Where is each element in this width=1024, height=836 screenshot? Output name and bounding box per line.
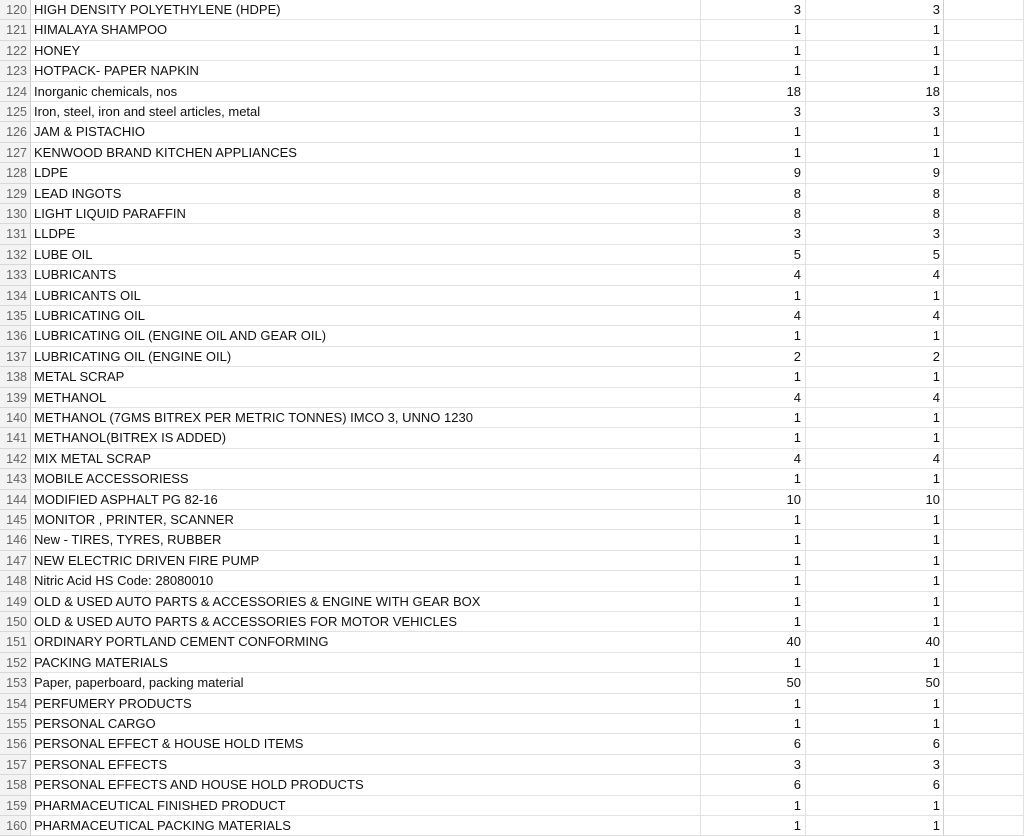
cell-description[interactable]: MODIFIED ASPHALT PG 82-16 xyxy=(31,490,701,510)
table-row xyxy=(0,673,1024,693)
cell-total[interactable]: 1 xyxy=(806,592,944,612)
table-row xyxy=(0,326,1024,346)
row-header[interactable]: 125 xyxy=(0,102,31,122)
row-header[interactable]: 122 xyxy=(0,41,31,61)
cell-total[interactable]: 9 xyxy=(806,163,944,183)
row-header[interactable]: 127 xyxy=(0,143,31,163)
cell-description[interactable]: Nitric Acid HS Code: 28080010 xyxy=(31,571,701,591)
cell-description[interactable]: PERFUMERY PRODUCTS xyxy=(31,694,701,714)
table-row xyxy=(0,265,1024,285)
table-row xyxy=(0,490,1024,510)
cell-count[interactable]: 4 xyxy=(701,265,806,285)
table-row xyxy=(0,347,1024,367)
cell-description[interactable]: METHANOL (7GMS BITREX PER METRIC TONNES) IMCO 3, UNNO 1230 xyxy=(31,408,701,428)
row-header[interactable]: 137 xyxy=(0,347,31,367)
cell-empty[interactable] xyxy=(944,551,1024,571)
row-header[interactable]: 136 xyxy=(0,326,31,346)
cell-count[interactable]: 9 xyxy=(701,163,806,183)
cell-total[interactable]: 50 xyxy=(806,673,944,693)
cell-empty[interactable] xyxy=(944,102,1024,122)
table-row xyxy=(0,530,1024,550)
cell-empty[interactable] xyxy=(944,245,1024,265)
cell-description[interactable]: LLDPE xyxy=(31,224,701,244)
cell-total[interactable]: 6 xyxy=(806,734,944,754)
cell-count[interactable]: 1 xyxy=(701,653,806,673)
cell-description[interactable]: LEAD INGOTS xyxy=(31,184,701,204)
cell-empty[interactable] xyxy=(944,428,1024,448)
row-header[interactable]: 121 xyxy=(0,20,31,40)
table-row xyxy=(0,204,1024,224)
cell-empty[interactable] xyxy=(944,673,1024,693)
table-row xyxy=(0,41,1024,61)
cell-total[interactable]: 1 xyxy=(806,286,944,306)
cell-count[interactable]: 8 xyxy=(701,204,806,224)
cell-empty[interactable] xyxy=(944,490,1024,510)
cell-count[interactable]: 1 xyxy=(701,61,806,81)
table-row xyxy=(0,20,1024,40)
cell-count[interactable]: 1 xyxy=(701,571,806,591)
cell-description[interactable]: METHANOL xyxy=(31,388,701,408)
cell-count[interactable]: 1 xyxy=(701,530,806,550)
cell-empty[interactable] xyxy=(944,163,1024,183)
cell-description[interactable]: Paper, paperboard, packing material xyxy=(31,673,701,693)
cell-description[interactable]: METAL SCRAP xyxy=(31,367,701,387)
cell-count[interactable]: 1 xyxy=(701,367,806,387)
cell-empty[interactable] xyxy=(944,204,1024,224)
table-row xyxy=(0,224,1024,244)
cell-total[interactable]: 2 xyxy=(806,347,944,367)
cell-count[interactable]: 4 xyxy=(701,306,806,326)
cell-count[interactable]: 18 xyxy=(701,82,806,102)
cell-total[interactable]: 1 xyxy=(806,510,944,530)
row-header[interactable]: 124 xyxy=(0,82,31,102)
cell-description[interactable]: LUBRICANTS OIL xyxy=(31,286,701,306)
table-row xyxy=(0,449,1024,469)
row-header[interactable]: 145 xyxy=(0,510,31,530)
table-row xyxy=(0,510,1024,530)
cell-empty[interactable] xyxy=(944,612,1024,632)
table-row xyxy=(0,367,1024,387)
cell-count[interactable]: 1 xyxy=(701,469,806,489)
cell-total[interactable]: 1 xyxy=(806,122,944,142)
cell-empty[interactable] xyxy=(944,286,1024,306)
cell-count[interactable]: 1 xyxy=(701,143,806,163)
cell-count[interactable]: 1 xyxy=(701,326,806,346)
cell-total[interactable]: 3 xyxy=(806,0,944,20)
row-header[interactable]: 160 xyxy=(0,816,31,836)
cell-description[interactable]: HIMALAYA SHAMPOO xyxy=(31,20,701,40)
cell-total[interactable]: 1 xyxy=(806,61,944,81)
row-header[interactable]: 126 xyxy=(0,122,31,142)
cell-count[interactable]: 3 xyxy=(701,102,806,122)
cell-empty[interactable] xyxy=(944,224,1024,244)
row-header[interactable]: 153 xyxy=(0,673,31,693)
row-header[interactable]: 130 xyxy=(0,204,31,224)
table-row xyxy=(0,163,1024,183)
row-header[interactable]: 151 xyxy=(0,632,31,652)
cell-empty[interactable] xyxy=(944,734,1024,754)
row-header[interactable]: 148 xyxy=(0,571,31,591)
table-row xyxy=(0,428,1024,448)
cell-empty[interactable] xyxy=(944,82,1024,102)
table-row xyxy=(0,61,1024,81)
cell-description[interactable]: JAM & PISTACHIO xyxy=(31,122,701,142)
row-header[interactable]: 140 xyxy=(0,408,31,428)
cell-total[interactable]: 1 xyxy=(806,551,944,571)
cell-count[interactable]: 1 xyxy=(701,286,806,306)
table-row xyxy=(0,612,1024,632)
cell-empty[interactable] xyxy=(944,184,1024,204)
cell-total[interactable]: 4 xyxy=(806,449,944,469)
cell-empty[interactable] xyxy=(944,122,1024,142)
table-row xyxy=(0,551,1024,571)
table-row xyxy=(0,571,1024,591)
cell-total[interactable]: 1 xyxy=(806,428,944,448)
cell-empty[interactable] xyxy=(944,653,1024,673)
cell-count[interactable]: 6 xyxy=(701,734,806,754)
row-header[interactable]: 158 xyxy=(0,775,31,795)
cell-description[interactable]: KENWOOD BRAND KITCHEN APPLIANCES xyxy=(31,143,701,163)
cell-count[interactable]: 1 xyxy=(701,122,806,142)
cell-count[interactable]: 4 xyxy=(701,449,806,469)
cell-description[interactable]: Inorganic chemicals, nos xyxy=(31,82,701,102)
cell-empty[interactable] xyxy=(944,265,1024,285)
cell-count[interactable]: 1 xyxy=(701,551,806,571)
cell-description[interactable]: PHARMACEUTICAL FINISHED PRODUCT xyxy=(31,796,701,816)
row-header[interactable]: 128 xyxy=(0,163,31,183)
cell-total[interactable]: 8 xyxy=(806,204,944,224)
cell-description[interactable]: PERSONAL CARGO xyxy=(31,714,701,734)
cell-description[interactable]: HONEY xyxy=(31,41,701,61)
cell-description[interactable]: ORDINARY PORTLAND CEMENT CONFORMING xyxy=(31,632,701,652)
cell-total[interactable]: 1 xyxy=(806,367,944,387)
row-header[interactable]: 132 xyxy=(0,245,31,265)
cell-description[interactable]: OLD & USED AUTO PARTS & ACCESSORIES FOR MOTOR VEHICLES xyxy=(31,612,701,632)
cell-total[interactable]: 4 xyxy=(806,265,944,285)
cell-description[interactable]: HIGH DENSITY POLYETHYLENE (HDPE) xyxy=(31,0,701,20)
cell-description[interactable]: OLD & USED AUTO PARTS & ACCESSORIES & ENGINE WITH GEAR BOX xyxy=(31,592,701,612)
cell-empty[interactable] xyxy=(944,143,1024,163)
row-header[interactable]: 131 xyxy=(0,224,31,244)
cell-total[interactable]: 1 xyxy=(806,408,944,428)
table-row xyxy=(0,775,1024,795)
row-header[interactable]: 156 xyxy=(0,734,31,754)
cell-total[interactable]: 1 xyxy=(806,612,944,632)
cell-empty[interactable] xyxy=(944,449,1024,469)
table-row xyxy=(0,245,1024,265)
table-row xyxy=(0,0,1024,20)
cell-description[interactable]: LUBRICANTS xyxy=(31,265,701,285)
row-header[interactable]: 144 xyxy=(0,490,31,510)
cell-description[interactable]: PHARMACEUTICAL PACKING MATERIALS xyxy=(31,816,701,836)
cell-total[interactable]: 3 xyxy=(806,224,944,244)
row-header[interactable]: 154 xyxy=(0,694,31,714)
cell-total[interactable]: 1 xyxy=(806,530,944,550)
cell-empty[interactable] xyxy=(944,816,1024,836)
row-header[interactable]: 155 xyxy=(0,714,31,734)
cell-count[interactable]: 5 xyxy=(701,245,806,265)
cell-description[interactable]: MIX METAL SCRAP xyxy=(31,449,701,469)
cell-count[interactable]: 1 xyxy=(701,694,806,714)
row-header[interactable]: 147 xyxy=(0,551,31,571)
table-row xyxy=(0,755,1024,775)
row-header[interactable]: 138 xyxy=(0,367,31,387)
cell-count[interactable]: 1 xyxy=(701,714,806,734)
cell-empty[interactable] xyxy=(944,714,1024,734)
table-row xyxy=(0,286,1024,306)
cell-total[interactable]: 10 xyxy=(806,490,944,510)
cell-total[interactable]: 1 xyxy=(806,796,944,816)
table-row xyxy=(0,184,1024,204)
table-row xyxy=(0,796,1024,816)
cell-total[interactable]: 3 xyxy=(806,755,944,775)
cell-description[interactable]: NEW ELECTRIC DRIVEN FIRE PUMP xyxy=(31,551,701,571)
row-header[interactable]: 135 xyxy=(0,306,31,326)
cell-empty[interactable] xyxy=(944,571,1024,591)
cell-description[interactable]: LIGHT LIQUID PARAFFIN xyxy=(31,204,701,224)
cell-description[interactable]: MONITOR , PRINTER, SCANNER xyxy=(31,510,701,530)
table-row xyxy=(0,734,1024,754)
cell-empty[interactable] xyxy=(944,20,1024,40)
cell-count[interactable]: 1 xyxy=(701,510,806,530)
row-header[interactable]: 120 xyxy=(0,0,31,20)
cell-count[interactable]: 3 xyxy=(701,224,806,244)
cell-total[interactable]: 1 xyxy=(806,143,944,163)
table-row xyxy=(0,122,1024,142)
row-header[interactable]: 159 xyxy=(0,796,31,816)
cell-empty[interactable] xyxy=(944,510,1024,530)
table-row xyxy=(0,816,1024,836)
cell-empty[interactable] xyxy=(944,347,1024,367)
cell-total[interactable]: 1 xyxy=(806,694,944,714)
table-row xyxy=(0,82,1024,102)
cell-description[interactable]: LUBRICATING OIL (ENGINE OIL) xyxy=(31,347,701,367)
cell-description[interactable]: New - TIRES, TYRES, RUBBER xyxy=(31,530,701,550)
cell-count[interactable]: 1 xyxy=(701,20,806,40)
cell-description[interactable]: HOTPACK- PAPER NAPKIN xyxy=(31,61,701,81)
row-header[interactable]: 141 xyxy=(0,428,31,448)
cell-empty[interactable] xyxy=(944,367,1024,387)
cell-empty[interactable] xyxy=(944,61,1024,81)
table-row xyxy=(0,469,1024,489)
cell-total[interactable]: 1 xyxy=(806,20,944,40)
cell-empty[interactable] xyxy=(944,326,1024,346)
cell-total[interactable]: 1 xyxy=(806,326,944,346)
cell-total[interactable]: 18 xyxy=(806,82,944,102)
cell-empty[interactable] xyxy=(944,694,1024,714)
table-row xyxy=(0,632,1024,652)
cell-total[interactable]: 1 xyxy=(806,653,944,673)
row-header[interactable]: 152 xyxy=(0,653,31,673)
cell-empty[interactable] xyxy=(944,530,1024,550)
cell-total[interactable]: 1 xyxy=(806,571,944,591)
cell-count[interactable]: 40 xyxy=(701,632,806,652)
table-row xyxy=(0,592,1024,612)
row-header[interactable]: 139 xyxy=(0,388,31,408)
cell-total[interactable]: 5 xyxy=(806,245,944,265)
cell-count[interactable]: 8 xyxy=(701,184,806,204)
row-header[interactable]: 123 xyxy=(0,61,31,81)
cell-description[interactable]: LUBRICATING OIL (ENGINE OIL AND GEAR OIL) xyxy=(31,326,701,346)
row-header[interactable]: 146 xyxy=(0,530,31,550)
cell-count[interactable]: 2 xyxy=(701,347,806,367)
cell-count[interactable]: 4 xyxy=(701,388,806,408)
cell-count[interactable]: 1 xyxy=(701,612,806,632)
cell-count[interactable]: 1 xyxy=(701,796,806,816)
cell-description[interactable]: PERSONAL EFFECTS xyxy=(31,755,701,775)
cell-total[interactable]: 40 xyxy=(806,632,944,652)
table-row xyxy=(0,306,1024,326)
cell-count[interactable]: 50 xyxy=(701,673,806,693)
cell-empty[interactable] xyxy=(944,41,1024,61)
cell-count[interactable]: 1 xyxy=(701,41,806,61)
cell-count[interactable]: 10 xyxy=(701,490,806,510)
cell-empty[interactable] xyxy=(944,755,1024,775)
table-row xyxy=(0,694,1024,714)
cell-description[interactable]: LDPE xyxy=(31,163,701,183)
cell-description[interactable]: LUBE OIL xyxy=(31,245,701,265)
cell-empty[interactable] xyxy=(944,408,1024,428)
cell-total[interactable]: 8 xyxy=(806,184,944,204)
cell-total[interactable]: 6 xyxy=(806,775,944,795)
cell-description[interactable]: METHANOL(BITREX IS ADDED) xyxy=(31,428,701,448)
cell-count[interactable]: 6 xyxy=(701,775,806,795)
cell-empty[interactable] xyxy=(944,388,1024,408)
table-row xyxy=(0,408,1024,428)
row-header[interactable]: 133 xyxy=(0,265,31,285)
cell-total[interactable]: 3 xyxy=(806,102,944,122)
cell-description[interactable]: PERSONAL EFFECTS AND HOUSE HOLD PRODUCTS xyxy=(31,775,701,795)
row-header[interactable]: 150 xyxy=(0,612,31,632)
cell-empty[interactable] xyxy=(944,592,1024,612)
cell-empty[interactable] xyxy=(944,796,1024,816)
cell-total[interactable]: 4 xyxy=(806,306,944,326)
cell-count[interactable]: 1 xyxy=(701,592,806,612)
cell-total[interactable]: 4 xyxy=(806,388,944,408)
cell-empty[interactable] xyxy=(944,306,1024,326)
row-header[interactable]: 129 xyxy=(0,184,31,204)
cell-total[interactable]: 1 xyxy=(806,469,944,489)
table-row xyxy=(0,143,1024,163)
cell-description[interactable]: Iron, steel, iron and steel articles, metal xyxy=(31,102,701,122)
row-header[interactable]: 134 xyxy=(0,286,31,306)
cell-count[interactable]: 1 xyxy=(701,408,806,428)
row-header[interactable]: 149 xyxy=(0,592,31,612)
cell-total[interactable]: 1 xyxy=(806,714,944,734)
cell-count[interactable]: 1 xyxy=(701,816,806,836)
table-row xyxy=(0,388,1024,408)
cell-empty[interactable] xyxy=(944,469,1024,489)
row-header[interactable]: 157 xyxy=(0,755,31,775)
cell-total[interactable]: 1 xyxy=(806,41,944,61)
cell-count[interactable]: 1 xyxy=(701,428,806,448)
row-header[interactable]: 143 xyxy=(0,469,31,489)
cell-description[interactable]: MOBILE ACCESSORIESS xyxy=(31,469,701,489)
cell-description[interactable]: PACKING MATERIALS xyxy=(31,653,701,673)
table-row xyxy=(0,102,1024,122)
cell-count[interactable]: 3 xyxy=(701,755,806,775)
cell-empty[interactable] xyxy=(944,775,1024,795)
cell-description[interactable]: PERSONAL EFFECT & HOUSE HOLD ITEMS xyxy=(31,734,701,754)
table-row xyxy=(0,714,1024,734)
cell-description[interactable]: LUBRICATING OIL xyxy=(31,306,701,326)
table-row xyxy=(0,653,1024,673)
cell-count[interactable]: 3 xyxy=(701,0,806,20)
row-header[interactable]: 142 xyxy=(0,449,31,469)
cell-empty[interactable] xyxy=(944,632,1024,652)
cell-empty[interactable] xyxy=(944,0,1024,20)
cell-total[interactable]: 1 xyxy=(806,816,944,836)
